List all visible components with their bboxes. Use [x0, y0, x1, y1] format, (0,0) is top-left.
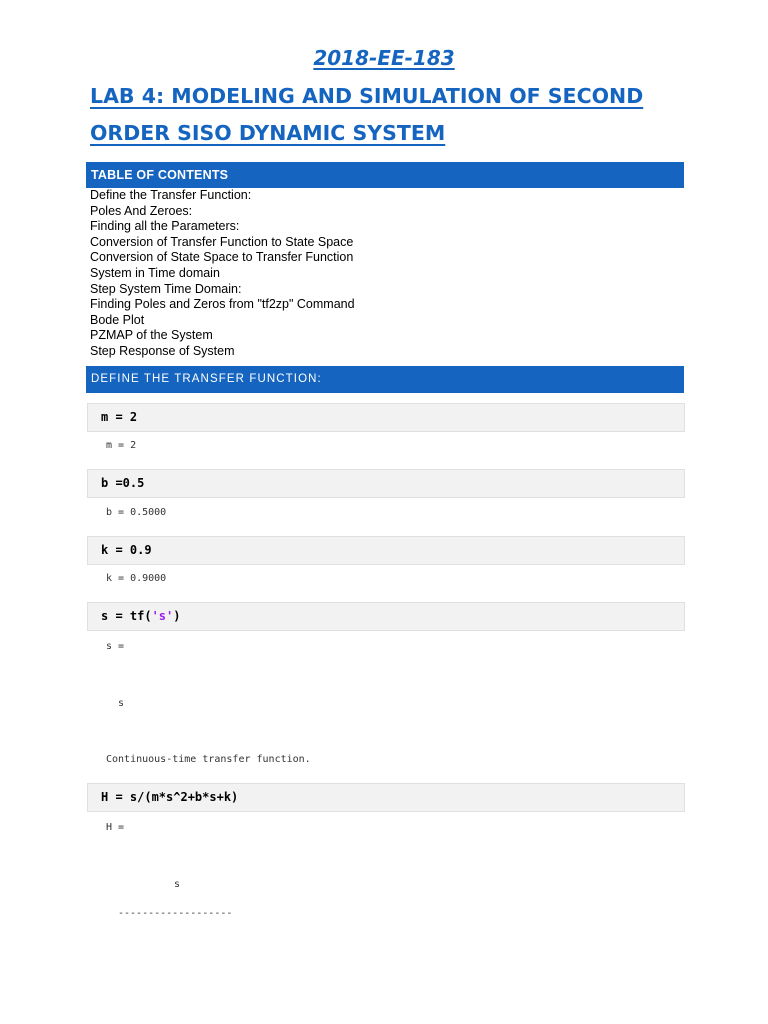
code-output-k: k = 0.9000	[106, 573, 167, 584]
string-literal: 's'	[151, 609, 174, 623]
toc-heading: TABLE OF CONTENTS	[86, 162, 684, 188]
code-block-b: b =0.5	[87, 469, 685, 498]
toc-list	[90, 188, 355, 360]
toc-link[interactable]: Conversion of State Space to Transfer Function	[90, 250, 354, 265]
code-output-m: m = 2	[106, 440, 137, 451]
toc-link[interactable]: Poles And Zeroes:	[90, 203, 193, 218]
toc-link[interactable]: Conversion of Transfer Function to State Space	[90, 234, 354, 249]
code-block-H: H = s/(m*s^2+b*s+k)	[87, 783, 685, 812]
code-text: s = tf(	[101, 609, 152, 623]
roll-number: 2018-EE-183	[313, 46, 455, 70]
code-output-H-divider: -------------------	[118, 908, 233, 919]
code-block-k: k = 0.9	[87, 536, 685, 565]
section-heading: DEFINE THE TRANSFER FUNCTION:	[86, 366, 684, 393]
toc-link[interactable]: Define the Transfer Function:	[90, 188, 252, 202]
toc-link[interactable]: Bode Plot	[90, 312, 145, 327]
toc-link[interactable]: Finding all the Parameters:	[90, 219, 240, 234]
code-output-s-label: s =	[106, 641, 125, 652]
toc-link[interactable]: System in Time domain	[90, 265, 220, 280]
code-text: )	[173, 609, 181, 623]
toc-link[interactable]: PZMAP of the System	[90, 328, 213, 343]
code-output-H-numerator: s	[174, 879, 181, 890]
toc-link[interactable]: Step System Time Domain:	[90, 281, 242, 296]
lab-title-line-2: ORDER SISO DYNAMIC SYSTEM	[90, 121, 446, 145]
code-output-s-numerator: s	[118, 698, 125, 709]
code-output-b: b = 0.5000	[106, 507, 167, 518]
toc-link[interactable]: Step Response of System	[90, 343, 235, 358]
lab-title-line-1: LAB 4: MODELING AND SIMULATION OF SECOND	[90, 84, 644, 108]
code-output-H-label: H =	[106, 822, 125, 833]
code-block-m: m = 2	[87, 403, 685, 432]
code-block-s	[87, 602, 685, 631]
toc-link[interactable]: Finding Poles and Zeros from "tf2zp" Command	[90, 297, 355, 312]
code-output-s-note: Continuous-time transfer function.	[106, 754, 311, 765]
